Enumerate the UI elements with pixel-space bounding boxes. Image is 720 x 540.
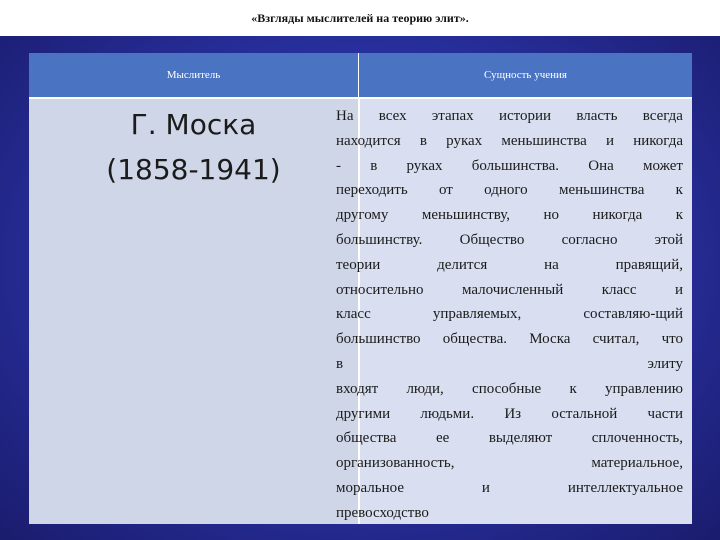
essence-line [336,451,683,476]
essence-word: другими [336,405,391,422]
essence-word: всегда [642,108,683,124]
essence-word: способные [472,380,542,397]
essence-word: другому [336,207,389,224]
essence-word: Моска [529,331,571,348]
essence-word: общества [336,430,397,447]
essence-word: никогда [633,132,683,149]
essence-line [336,476,683,501]
essence-word: большинству. [336,231,423,248]
essence-word: элиту [647,355,683,372]
essence-line [336,402,683,427]
essence-line [336,253,683,278]
essence-word: одного [484,182,528,199]
essence-word: организованность, [336,455,455,472]
essence-word: от [439,182,453,199]
thinker-name: Г. Моска [130,108,257,141]
essence-word: руках [446,132,483,149]
essence-word: может [642,157,683,174]
essence-word: на [544,256,559,273]
essence-word: в [370,157,378,174]
essence-word: меньшинству, [421,207,511,224]
essence-word: относительно [336,281,424,298]
essence-word: Она [588,157,614,174]
essence-word: этапах [431,108,474,124]
essence-word: этой [654,231,683,248]
essence-word: люди, [406,380,444,397]
essence-word: ее [435,430,450,447]
essence-line [336,426,683,451]
essence-word: переходить [336,182,408,199]
essence-word: и [674,281,683,298]
essence-word: всех [378,108,407,124]
essence-word: и [481,479,490,496]
essence-word: теории [336,256,381,273]
essence-line [336,501,683,526]
essence-word: класс [336,306,371,323]
essence-word: Из [504,405,522,422]
essence-word: согласно [561,231,618,248]
essence-word: класс [601,281,637,298]
essence-word: части [647,405,683,422]
essence-word: интеллектуальное [567,479,683,496]
header-essence: Сущность учения [484,69,567,81]
essence-word: что [661,331,683,348]
essence-word: считал, [592,331,640,348]
header-thinker: Мыслитель [166,69,221,81]
essence-word: руках [406,157,443,174]
essence-word: находится [336,132,401,149]
essence-word: сплоченность, [591,430,683,447]
essence-word: входят [336,380,379,397]
essence-line [336,377,683,402]
essence-word: делится [437,256,488,273]
essence-line [336,302,683,327]
essence-word: управляемых, [432,306,522,323]
essence-word: к [675,182,683,199]
essence-word: меньшинства [558,182,645,199]
essence-word: остальной [551,405,618,422]
essence-line [336,228,683,253]
thinker-years: (1858-1941) [106,153,281,186]
essence-word: правящий, [615,256,683,273]
essence-line [336,154,683,179]
essence-word: общества. [442,331,507,348]
essence-line [336,129,683,154]
essence-line [336,178,683,203]
essence-word: большинство [336,331,421,348]
essence-word: большинства. [471,157,560,174]
essence-word: но [543,207,560,224]
essence-word: - [336,157,341,174]
essence-word: Общество [459,231,525,248]
essence-word: истории [498,108,552,124]
slide-title: «Взгляды мыслителей на теорию элит». [0,0,720,36]
essence-line [336,352,683,377]
essence-word: меньшинства [501,132,587,149]
essence-word: в [336,355,344,372]
essence-word: управлению [605,380,683,397]
essence-word: никогда [592,207,643,224]
essence-word: людьми. [420,405,475,422]
essence-word: в [419,132,427,149]
essence-word: моральное [336,479,404,496]
essence-line [336,203,683,228]
essence-word: На [336,108,354,124]
essence-word: малочисленный [461,281,564,298]
essence-word: власть [576,108,618,124]
essence-line [336,104,683,129]
essence-word: и [605,132,614,149]
essence-word: к [675,207,683,224]
essence-word: выделяют [488,430,553,447]
essence-word: материальное, [591,455,683,472]
essence-word: превосходство [336,504,429,521]
essence-word: к [569,380,577,397]
essence-word: составляю-щий [583,306,683,323]
essence-line [336,278,683,303]
essence-text [336,104,683,526]
essence-line [336,327,683,352]
table-header [29,53,692,97]
